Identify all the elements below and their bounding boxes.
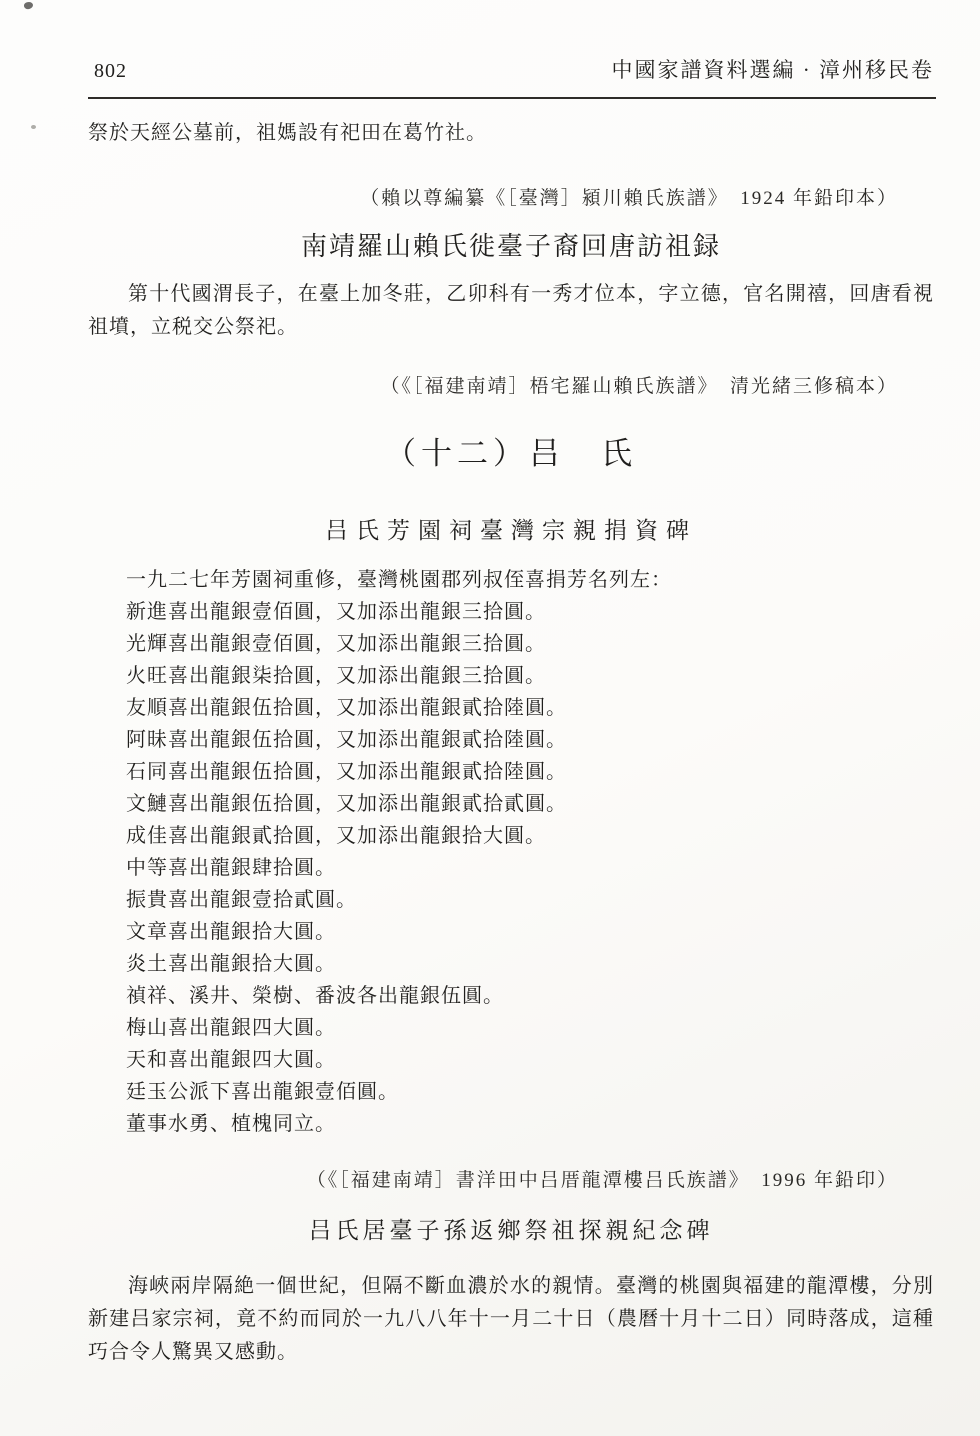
donation-line: 成佳喜出龍銀貳拾圓，又加添出龍銀拾大圓。 [126, 825, 546, 847]
running-head [0, 0, 980, 84]
donation-line: 振貴喜出龍銀壹拾貳圓。 [126, 889, 357, 911]
header-rule [88, 97, 936, 99]
donation-line: 炎土喜出龍銀拾大圓。 [126, 953, 336, 975]
donation-line: 火旺喜出龍銀柒拾圓，又加添出龍銀三拾圓。 [126, 665, 546, 687]
donation-line: 光輝喜出龍銀壹佰圓，又加添出龍銀三拾圓。 [126, 633, 546, 655]
donation-line: 禎祥、溪井、榮樹、番波各出龍銀伍圓。 [126, 985, 504, 1007]
donation-line: 廷玉公派下喜出龍銀壹佰圓。 [126, 1081, 399, 1103]
donation-list [88, 564, 934, 1140]
donation-line: 文章喜出龍銀拾大圓。 [126, 921, 336, 943]
running-title: 中國家譜資料選編 · 漳州移民卷 [611, 58, 934, 82]
subsection-title-donation-stele: 吕氏芳園祠臺灣宗親捐資碑 [325, 518, 697, 543]
donation-line: 文鰱喜出龍銀伍拾圓，又加添出龍銀貳拾貳圓。 [126, 793, 567, 815]
page-number: 802 [94, 60, 127, 82]
citation-lai-fujian-genealogy: （《［福建南靖］梧宅羅山賴氏族譜》 清光緒三修稿本） [380, 376, 898, 397]
donation-line: 中等喜出龍銀肆拾圓。 [126, 857, 336, 879]
citation-lv-fujian-genealogy: （《［福建南靖］書洋田中吕厝龍潭樓吕氏族譜》 1996 年鉛印） [306, 1170, 898, 1191]
donation-intro: 一九二七年芳園祠重修，臺灣桃園郡列叔侄喜捐芳名列左： [126, 569, 672, 591]
memorial-paragraph: 海峽兩岸隔絶一個世紀，但隔不斷血濃於水的親情。臺灣的桃園與福建的龍潭樓，分別新建吕家宗祠，竟不約而同於一九八八年十一月二十日（農曆十月十二日）同時落成，這種巧合令人驚異又感動。 [88, 1275, 934, 1363]
citation-lai-taiwan-genealogy: （賴以尊編纂《［臺灣］潁川賴氏族譜》 1924 年鉛印本） [360, 188, 898, 209]
scan-speck [31, 125, 36, 129]
donation-line: 友順喜出龍銀伍拾圓，又加添出龍銀貳拾陸圓。 [126, 697, 567, 719]
donation-line: 天和喜出龍銀四大圓。 [126, 1049, 336, 1071]
donation-line: 董事水勇、植槐同立。 [126, 1113, 336, 1135]
donation-line: 梅山喜出龍銀四大圓。 [126, 1017, 336, 1039]
section-title-lai-return-record: 南靖羅山賴氏徙臺子裔回唐訪祖録 [300, 232, 721, 261]
donation-line: 新進喜出龍銀壹佰圓，又加添出龍銀三拾圓。 [126, 601, 546, 623]
lai-record-paragraph: 第十代國渭長子，在臺上加冬莊，乙卯科有一秀才位本，字立德，官名開禧，回唐看視祖墳，立税交公祭祀。 [88, 283, 934, 338]
subsection-title-memorial-stele: 吕氏居臺子孫返鄉祭祖探親紀念碑 [308, 1218, 714, 1243]
donation-line: 石同喜出龍銀伍拾圓，又加添出龍銀貳拾陸圓。 [126, 761, 567, 783]
carryover-paragraph: 祭於天經公墓前，祖媽設有祀田在葛竹社。 [88, 122, 487, 144]
chapter-title-lv-clan: （十二）吕 氏 [385, 436, 637, 471]
donation-line: 阿昧喜出龍銀伍拾圓，又加添出龍銀貳拾陸圓。 [126, 729, 567, 751]
